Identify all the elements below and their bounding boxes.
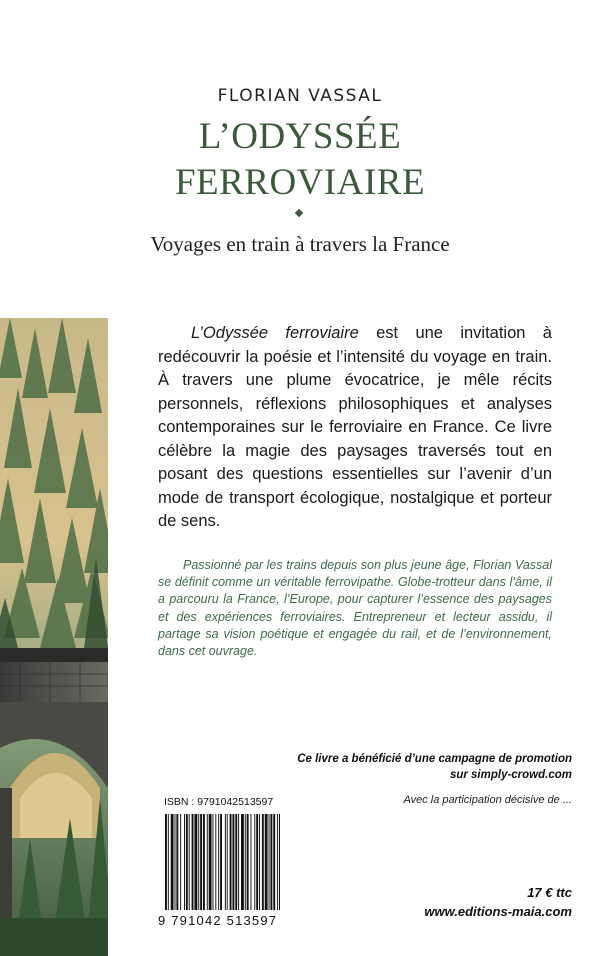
barcode-bar <box>269 814 270 910</box>
book-subtitle: Voyages en train à travers la France <box>150 232 450 256</box>
summary-text: est une invitation à redécouvrir la poésie et l’intensité du voyage en train. À travers une plume évocatrice, je mêle récits personnels, réflexions philosophiques et analyses contemporaines sur le ferroviaire en France. Ce livre célèbre la magie des paysages traversés tout en posant des questions essentielles sur l’avenir d’un mode de transport écologique, nostalgique et porteur de sens. <box>158 324 552 530</box>
barcode-bar <box>270 814 272 910</box>
barcode-bar <box>251 814 252 910</box>
barcode-bar <box>213 814 214 910</box>
title-line-1: L’ODYSSÉE <box>198 116 402 157</box>
barcode-bar <box>198 814 199 910</box>
price: 17 € ttc <box>527 885 572 900</box>
barcode-bar <box>238 814 239 910</box>
barcode-bar <box>273 814 275 910</box>
summary-lead-title: L’Odyssée ferroviaire <box>191 324 359 342</box>
barcode-bar <box>232 814 234 910</box>
barcode-bar <box>245 814 246 910</box>
barcode-bar <box>259 814 260 910</box>
barcode-bar <box>241 814 244 910</box>
barcode-bar <box>235 814 237 910</box>
barcode-bar <box>189 814 190 910</box>
barcode-bar <box>225 814 226 910</box>
barcode-bar <box>203 814 205 910</box>
barcode-bar <box>262 814 264 910</box>
barcode-bar <box>171 814 174 910</box>
promo-line-2: sur simply-crowd.com <box>449 769 572 781</box>
barcode-bar <box>165 814 167 910</box>
barcode-bar <box>256 814 258 910</box>
barcode-bar <box>207 814 208 910</box>
diamond-ornament <box>295 209 303 217</box>
barcode <box>165 814 280 910</box>
book-title <box>0 114 600 206</box>
promo-line-1: Ce livre a bénéficié d’une campagne de promotion <box>297 753 572 765</box>
barcode-digits: 9 791042 513597 <box>158 913 278 928</box>
promo-note <box>242 751 572 783</box>
barcode-bar <box>227 814 228 910</box>
barcode-bar <box>247 814 249 910</box>
barcode-bar <box>194 814 197 910</box>
barcode-bar <box>192 814 194 910</box>
barcode-bar <box>220 814 222 910</box>
barcode-bar <box>254 814 255 910</box>
barcode-bar <box>180 814 181 910</box>
barcode-bar <box>265 814 268 910</box>
author-bio-text: Passionné par les trains depuis son plus jeune âge, Florian Vassal se définit comme un véritable ferrovipathe. Globe-trotteur dans l’âme, il a parcouru la France, l’Europe, pour capturer l’essence des paysages et des expériences ferroviaires. Entrepreneur et lecteur assidu, il partage sa vision poétique et engagée du rail, et de l’environnement, dans cet ouvrage. <box>158 558 552 659</box>
barcode-bar <box>200 814 202 910</box>
isbn-label: ISBN : 9791042513597 <box>164 796 274 808</box>
author-name: FLORIAN VASSAL <box>217 86 383 106</box>
participation-note: Avec la participation décisive de ... <box>403 794 572 806</box>
barcode-bar <box>184 814 185 910</box>
barcode-bar <box>209 814 212 910</box>
barcode-bar <box>175 814 176 910</box>
author-bio <box>158 557 552 660</box>
barcode-bar <box>277 814 278 910</box>
barcode-bar <box>230 814 232 910</box>
barcode-bar <box>186 814 188 910</box>
barcode-bar <box>279 814 280 910</box>
summary-paragraph <box>158 322 552 534</box>
forest-bridge-illustration <box>0 318 108 956</box>
barcode-bar <box>215 814 216 910</box>
title-line-2: FERROVIAIRE <box>174 162 426 203</box>
barcode-bar <box>218 814 219 910</box>
barcode-bar <box>168 814 169 910</box>
publisher-website: www.editions-maia.com <box>424 904 572 919</box>
barcode-bar <box>176 814 178 910</box>
